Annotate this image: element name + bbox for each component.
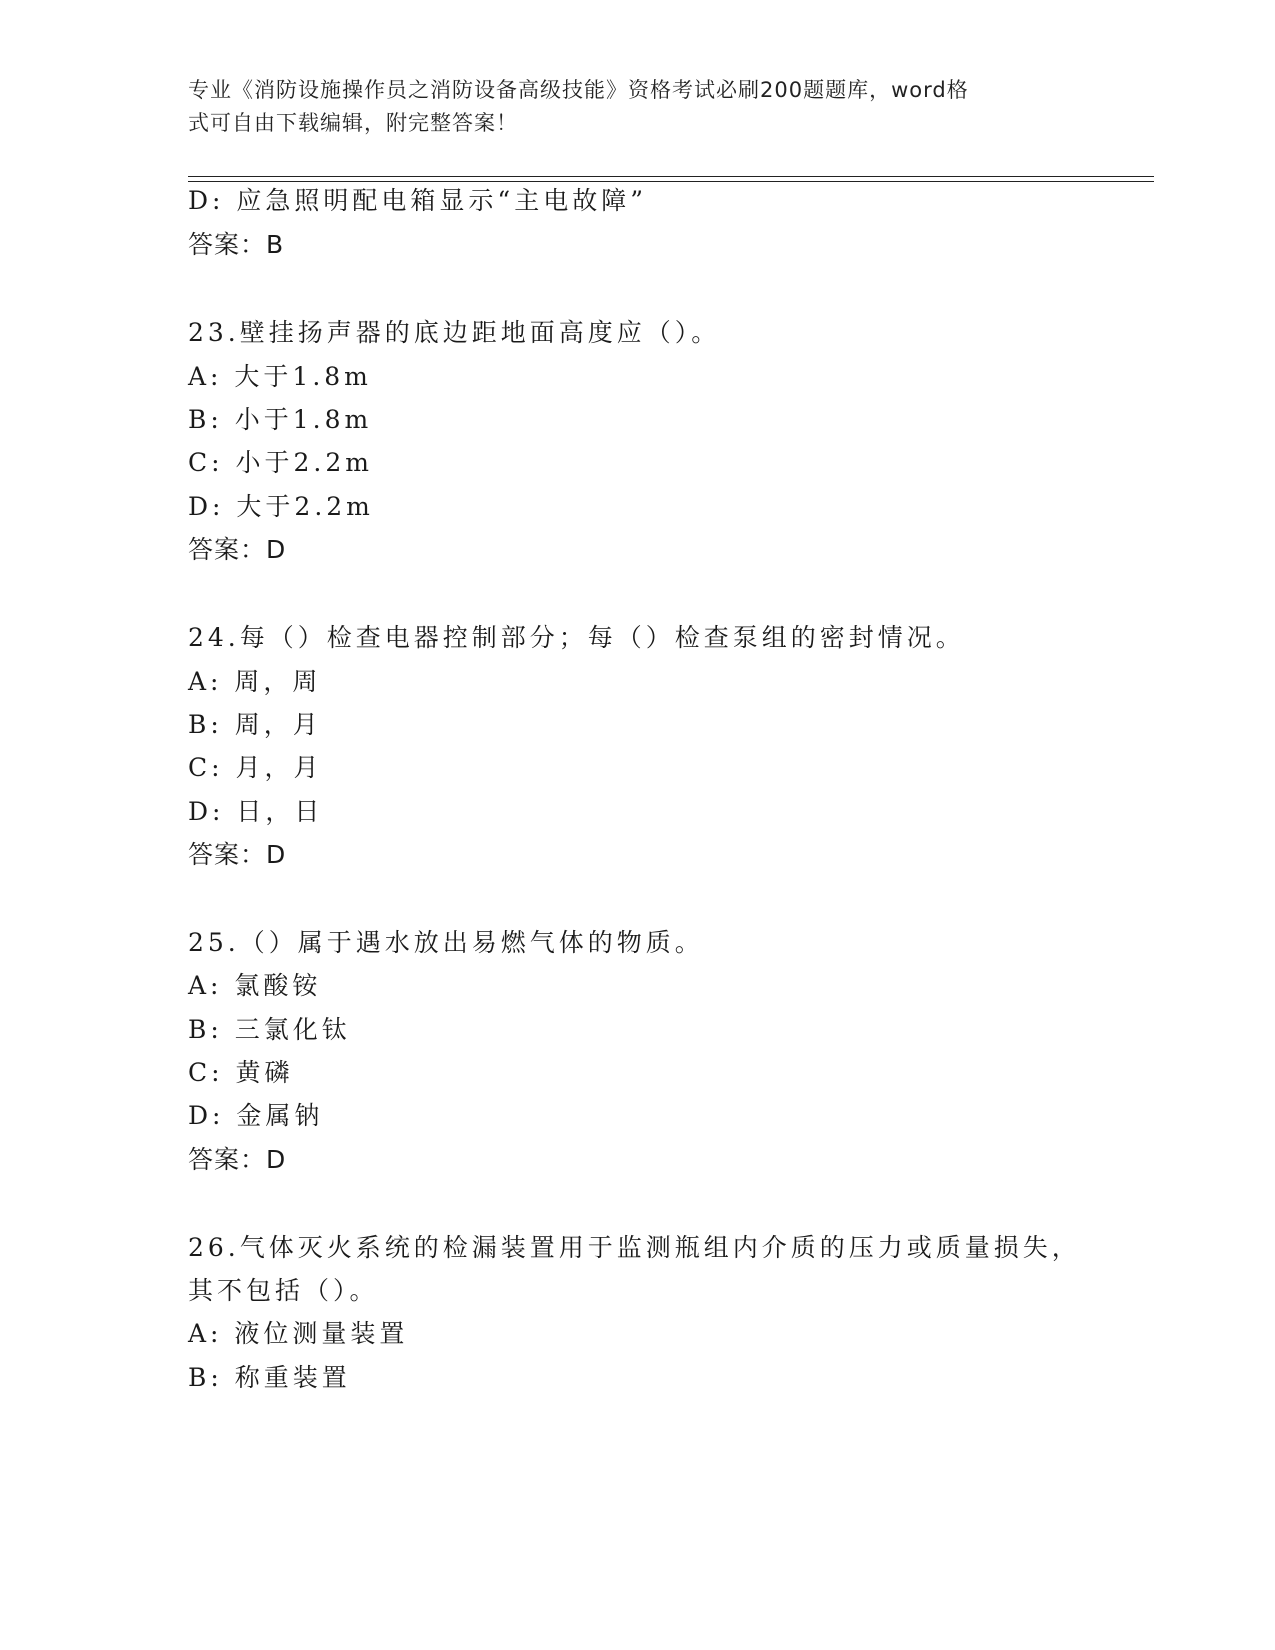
question-26-line-2: 其不包括（）。	[188, 1276, 379, 1305]
option-b-q24: B: 周，月	[188, 710, 322, 739]
document-header	[188, 74, 1068, 140]
option-d-q25: D: 金属钠	[188, 1101, 324, 1130]
answer-q23: 答案：D	[188, 535, 287, 564]
question-24: 24.每（）检查电器控制部分；每（）检查泵组的密封情况。	[188, 623, 965, 652]
header-divider-bottom	[188, 181, 1154, 182]
option-b-q23: B: 小于1.8m	[188, 405, 373, 434]
option-c-q23: C: 小于2.2m	[188, 448, 373, 477]
answer-q25: 答案：D	[188, 1145, 287, 1174]
option-b-q25: B: 三氯化钛	[188, 1015, 351, 1044]
option-c-q24: C: 月，月	[188, 753, 323, 782]
option-d-q22: D: 应急照明配电箱显示“主电故障”	[188, 186, 647, 215]
option-c-q25: C: 黄磷	[188, 1058, 294, 1087]
header-line-1: 专业《消防设施操作员之消防设备高级技能》资格考试必刷200题题库，word格	[188, 78, 969, 102]
header-line-2: 式可自由下载编辑，附完整答案！	[188, 111, 518, 135]
answer-q22: 答案：B	[188, 230, 285, 259]
option-b-q26: B: 称重装置	[188, 1363, 351, 1392]
option-a-q26: A: 液位测量装置	[188, 1319, 409, 1348]
question-25: 25.（）属于遇水放出易燃气体的物质。	[188, 928, 704, 957]
option-a-q23: A: 大于1.8m	[188, 362, 372, 391]
option-d-q23: D: 大于2.2m	[188, 492, 374, 521]
question-26-line-1: 26.气体灭火系统的检漏装置用于监测瓶组内介质的压力或质量损失，	[188, 1233, 1081, 1262]
option-a-q25: A: 氯酸铵	[188, 971, 322, 1000]
option-a-q24: A: 周，周	[188, 667, 322, 696]
option-d-q24: D: 日，日	[188, 797, 324, 826]
question-23: 23.壁挂扬声器的底边距地面高度应（）。	[188, 318, 721, 347]
header-divider-top	[188, 176, 1154, 177]
answer-q24: 答案：D	[188, 840, 287, 869]
